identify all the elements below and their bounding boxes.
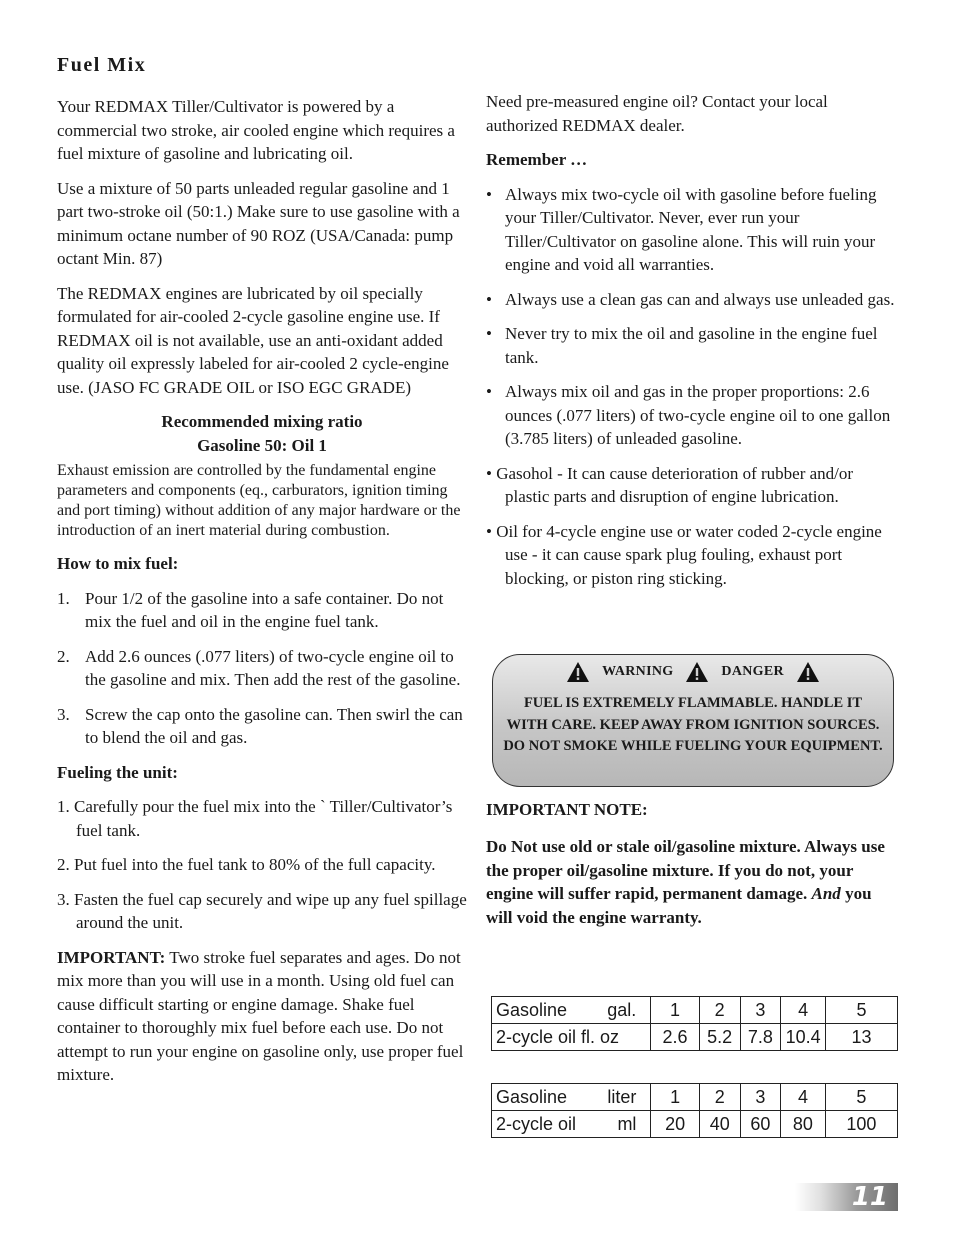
table-cell: Gasoline liter [492,1084,651,1111]
warning-label: WARNING [602,664,674,679]
list-item: • Always mix two-cycle oil with gasoline before fueling your Tiller/Cultivator. Never, ever run your Tiller/Cultivator on gasoline alone. This will ruin your engine and void all warranties. [486,184,877,274]
table-cell: 20 [651,1111,699,1138]
right-column [486,90,896,601]
fueling-heading: Fueling the unit: [57,762,178,782]
warning-box [492,654,894,787]
table-cell: 80 [781,1111,826,1138]
table-cell: 2 [699,997,740,1024]
mixture-paragraph: Use a mixture of 50 parts unleaded regular gasoline and 1 part two-stroke oil (50:1.) Make sure to use gasoline with a minimum octane number of 90 ROZ (USA/Canada: pump octant Min. 87) [57,178,460,268]
warning-header [493,661,893,683]
how-to-mix-heading: How to mix fuel: [57,554,179,573]
oil-paragraph: The REDMAX engines are lubricated by oil specially formulated for air-cooled 2-cycle gasoline engine use. If REDMAX oil is not available, use an anti-oxidant added quality oil expressly labeled for air-cooled 2 cycle-engine use. (JASO FC GRADE OIL or ISO EGC GRADE) [57,283,449,397]
table-cell: 3 [740,1084,781,1111]
table-row [492,1024,898,1051]
table-cell: 100 [825,1111,897,1138]
table-cell: 2.6 [651,1024,700,1051]
list-item: • Never try to mix the oil and gasoline in the engine fuel tank. [486,324,878,367]
table-cell: Gasoline gal. [492,997,651,1024]
dealer-paragraph: Need pre-measured engine oil? Contact your local authorized REDMAX dealer. [486,92,828,135]
list-item: 2. Add 2.6 ounces (.077 liters) of two-cycle engine oil to the gasoline and mix. Then add the rest of the gasoline. [57,646,461,689]
gasohol-item: • Gasohol - It can cause deterioration of rubber and/or plastic parts and disruption of engine lubrication. [486,463,854,506]
table-row [492,997,898,1024]
table-cell: 40 [699,1111,740,1138]
table-cell: 1 [651,997,700,1024]
remember-heading: Remember … [486,150,588,169]
table-cell: 60 [740,1111,781,1138]
table-cell: 7.8 [740,1024,781,1051]
oil-4cycle-item: • Oil for 4-cycle engine use or water coded 2-cycle engine use - it can cause spark plug fouling, exhaust port blocking, or piston ring sticking. [486,521,882,588]
table-cell: 2 [699,1084,740,1111]
mix-table-liters [491,1083,898,1138]
list-item: 3. Fasten the fuel cap securely and wipe up any fuel spillage around the unit. [57,889,467,932]
table-cell: 10.4 [781,1024,826,1051]
important-note-heading: IMPORTANT NOTE: [486,800,648,819]
section-title: Fuel Mix [57,54,147,76]
table-cell: 4 [781,997,826,1024]
danger-label: DANGER [721,664,784,679]
warning-triangle-icon [796,661,820,683]
table-cell: 5 [825,1084,897,1111]
table-cell: 4 [781,1084,826,1111]
important-note-text: Do Not use old or stale oil/gasoline mixture. Always use the proper oil/gasoline mixture. If you do not, your engine will suffer rapid, permanent damage. And you will void the engine warranty. [486,837,885,927]
ratio-line-2: Gasoline 50: Oil 1 [197,435,327,455]
table-cell: 5.2 [699,1024,740,1051]
intro-paragraph: Your REDMAX Tiller/Cultivator is powered by a commercial two stroke, air cooled engine which requires a fuel mixture of gasoline and lubricating oil. [57,97,455,163]
table-row [492,1084,898,1111]
left-column [57,50,467,1098]
mix-table-gallons [491,996,898,1051]
important-text: Two stroke fuel separates and ages. Do not mix more than you will use in a month. Using old fuel can cause difficult starting or engine damage. Shake fuel container to thoroughly mix fuel before each use. Do not attempt to run your engine on gasoline only, use proper fuel mixture. [57,947,464,1084]
table-cell: 2-cycle oil fl. oz [492,1024,651,1051]
ratio-heading [57,410,467,457]
table-cell: 1 [651,1084,699,1111]
page-number: 11 [795,1183,898,1211]
list-item: 3. Screw the cap onto the gasoline can. Then swirl the can to blend the oil and gas. [57,704,463,747]
ratio-line-1: Recommended mixing ratio [161,412,363,431]
table-cell: 2-cycle oil ml [492,1111,651,1138]
table-cell: 13 [826,1024,898,1051]
important-label: IMPORTANT: [57,947,166,967]
list-item: • Always use a clean gas can and always use unleaded gas. [486,289,895,309]
important-paragraph [57,946,467,1087]
list-item: 1. Pour 1/2 of the gasoline into a safe container. Do not mix the fuel and oil in the engine fuel tank. [57,588,444,631]
warning-text: FUEL IS EXTREMELY FLAMMABLE. HANDLE IT WITH CARE. KEEP AWAY FROM IGNITION SOURCES. DO NOT SMOKE WHILE FUELING YOUR EQUIPMENT. [503,695,883,754]
how-to-mix-list [57,587,467,750]
list-item: 2. Put fuel into the fuel tank to 80% of the full capacity. [57,855,436,874]
table-row [492,1111,898,1138]
warning-triangle-icon [685,661,709,683]
list-item: 1. Carefully pour the fuel mix into the ` Tiller/Cultivator’s fuel tank. [57,797,453,840]
table-cell: 5 [826,997,898,1024]
emission-paragraph: Exhaust emission are controlled by the fundamental engine parameters and components (eq., carburators, ignition timing and port timing) without addition of any major hardware or the introduction of an inert material during combustion. [57,462,461,539]
list-item: • Always mix oil and gas in the proper proportions: 2.6 ounces (.077 liters) of two-cycle engine oil to one gallon (3.785 liters) of unleaded gasoline. [486,382,891,448]
table-cell: 3 [740,997,781,1024]
warning-triangle-icon [566,661,590,683]
